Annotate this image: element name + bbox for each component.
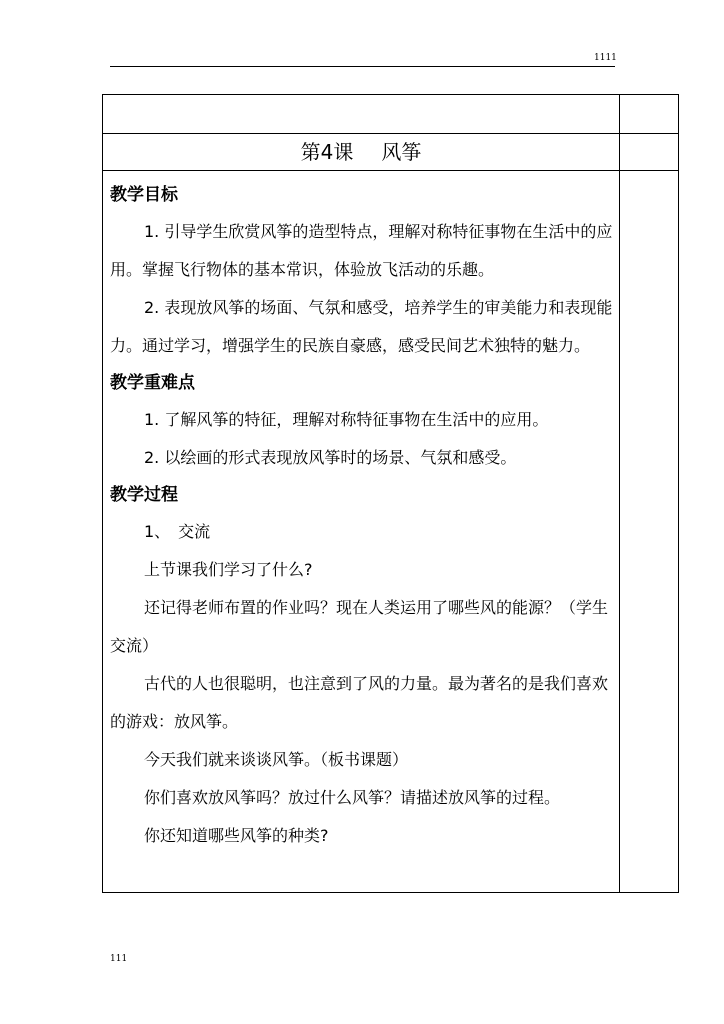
lesson-name: 风筝	[381, 140, 422, 164]
process-heading: 教学过程	[110, 485, 178, 505]
table-row-divider	[103, 133, 678, 134]
process-line: 还记得老师布置的作业吗？现在人类运用了哪些风的能源？（学生交流）	[110, 598, 609, 655]
process-line: 今天我们就来谈谈风筝。（板书课题）	[144, 750, 409, 769]
footer-page-number: 111	[110, 954, 128, 964]
process-step: 1、 交流	[144, 522, 211, 541]
key-point-item: 1. 了解风筝的特征，理解对称特征事物在生活中的应用。	[144, 410, 549, 429]
key-point-item: 2. 以绘画的形式表现放风筝时的场景、气氛和感受。	[144, 448, 517, 467]
goals-heading: 教学目标	[110, 185, 178, 205]
process-line: 你还知道哪些风筝的种类?	[144, 826, 329, 845]
table-column-divider	[619, 95, 620, 892]
table-row-divider	[103, 170, 678, 171]
lesson-number: 第4课	[300, 140, 354, 164]
header-rule	[110, 66, 615, 67]
process-line: 古代的人也很聪明，也注意到了风的力量。最为著名的是我们喜欢的游戏：放风筝。	[110, 674, 609, 731]
process-line: 上节课我们学习了什么?	[144, 560, 313, 579]
lesson-title	[103, 135, 619, 169]
header-page-number: 1111	[594, 53, 617, 63]
process-line: 你们喜欢放风筝吗？放过什么风筝？请描述放风筝的过程。	[144, 788, 561, 807]
lesson-content	[110, 177, 614, 855]
key-points-heading: 教学重难点	[110, 373, 195, 393]
lesson-table	[102, 94, 679, 893]
goal-item: 1. 引导学生欣赏风筝的造型特点，理解对称特征事物在生活中的应用。掌握飞行物体的基本常识，体验放飞活动的乐趣。	[110, 222, 613, 279]
goal-item: 2. 表现放风筝的场面、气氛和感受，培养学生的审美能力和表现能力。通过学习，增强学生的民族自豪感，感受民间艺术独特的魅力。	[110, 298, 613, 355]
